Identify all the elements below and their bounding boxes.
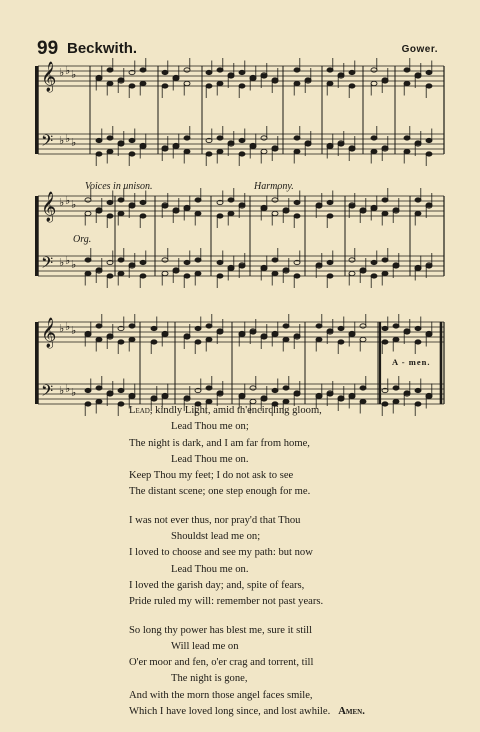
bass-clef: 𝄢: [41, 382, 54, 404]
note-head: [327, 274, 333, 278]
note-head: [107, 81, 113, 85]
note-head: [162, 84, 168, 88]
note-head: [338, 397, 344, 401]
direction-unison: Voices in unison.: [85, 181, 153, 192]
note-head: [305, 142, 311, 146]
note-head: [96, 399, 102, 403]
note-head: [415, 388, 421, 392]
note-head: [239, 394, 245, 398]
note-head: [96, 76, 102, 80]
note-head: [272, 147, 278, 151]
note-head: [371, 136, 377, 140]
amen-label: A - men.: [392, 357, 431, 367]
verse-line: O'er moor and fen, o'er crag and torrent, till: [129, 657, 314, 669]
note-head: [426, 152, 432, 156]
amen-word: Amen.: [338, 706, 365, 718]
note-head: [261, 335, 267, 339]
note-head: [129, 152, 135, 156]
note-head: [349, 332, 355, 336]
note-head: [162, 204, 168, 208]
note-head: [118, 198, 124, 202]
note-head: [393, 324, 399, 328]
note-head: [118, 142, 124, 146]
note-head: [426, 84, 432, 88]
note-head: [382, 79, 388, 83]
note-head: [294, 81, 300, 85]
note-head: [316, 204, 322, 208]
note-head: [327, 200, 333, 204]
note-head: [195, 271, 201, 275]
note-head: [250, 76, 256, 80]
note-head: [129, 204, 135, 208]
note-head: [338, 326, 344, 330]
note-head: [85, 198, 91, 202]
note-head: [239, 138, 245, 142]
hymn-number: 99: [37, 38, 59, 59]
note-head: [294, 149, 300, 153]
flat-sign: ♭: [71, 136, 77, 149]
note-head: [415, 266, 421, 270]
note-head: [162, 70, 168, 74]
note-head: [338, 340, 344, 344]
note-head: [426, 264, 432, 268]
note-head: [261, 206, 267, 210]
verse-line: Lead Thou me on.: [171, 563, 249, 575]
note-head: [426, 394, 432, 398]
note-head: [261, 149, 267, 153]
note-head: [261, 74, 267, 78]
note-head: [261, 397, 267, 401]
note-head: [228, 198, 234, 202]
note-head: [316, 394, 322, 398]
system-brace: [35, 322, 38, 404]
note-head: [195, 211, 201, 215]
note-head: [327, 214, 333, 218]
note-head: [294, 136, 300, 140]
verse-line: Lead Thou me on;: [171, 421, 249, 433]
note-head: [107, 274, 113, 278]
note-head: [85, 388, 91, 392]
composer-name: Gower.: [401, 44, 438, 55]
tune-name: Beckwith.: [67, 40, 138, 57]
note-head: [294, 392, 300, 396]
note-head: [239, 332, 245, 336]
note-head: [184, 260, 190, 264]
note-head: [382, 340, 388, 344]
note-head: [151, 326, 157, 330]
note-head: [195, 198, 201, 202]
note-head: [129, 138, 135, 142]
note-head: [217, 136, 223, 140]
verse-line: [129, 704, 449, 720]
flat-sign: ♭: [65, 382, 71, 395]
note-head: [85, 258, 91, 262]
note-head: [228, 211, 234, 215]
note-head: [239, 264, 245, 268]
note-head: [85, 211, 91, 215]
verse-line: Will lead me on: [171, 640, 239, 652]
treble-clef: 𝄞: [41, 62, 57, 92]
note-head: [129, 394, 135, 398]
hymn-text: [129, 403, 449, 732]
note-head: [96, 138, 102, 142]
note-head: [184, 335, 190, 339]
note-head: [140, 81, 146, 85]
note-head: [371, 274, 377, 278]
note-head: [349, 271, 355, 275]
note-head: [195, 258, 201, 262]
note-head: [162, 332, 168, 336]
note-head: [184, 206, 190, 210]
note-head: [360, 337, 366, 341]
flat-sign: ♭: [59, 322, 65, 335]
note-head: [415, 74, 421, 78]
note-head: [250, 330, 256, 334]
note-head: [426, 70, 432, 74]
note-head: [162, 394, 168, 398]
note-head: [118, 211, 124, 215]
flat-sign: ♭: [65, 64, 71, 77]
note-head: [382, 198, 388, 202]
treble-clef: 𝄞: [41, 318, 57, 348]
flat-sign: ♭: [71, 324, 77, 337]
note-head: [206, 70, 212, 74]
verse-line: The night is gone,: [171, 673, 248, 685]
note-head: [129, 84, 135, 88]
note-head: [371, 149, 377, 153]
verse-line: The night is dark, and I am far from home,: [129, 437, 310, 449]
note-head: [371, 68, 377, 72]
note-head: [283, 324, 289, 328]
note-head: [217, 260, 223, 264]
note-head: [206, 84, 212, 88]
verse-line: [129, 403, 449, 419]
note-head: [118, 340, 124, 344]
note-head: [140, 214, 146, 218]
note-head: [283, 337, 289, 341]
flat-sign: ♭: [71, 258, 77, 271]
note-head: [294, 274, 300, 278]
note-head: [250, 386, 256, 390]
note-head: [118, 402, 124, 406]
verse-line: I loved the garish day; and, spite of fears,: [129, 579, 305, 591]
note-head: [349, 394, 355, 398]
verse-line: The distant scene; one step enough for me.: [129, 486, 311, 498]
note-head: [327, 68, 333, 72]
note-head: [360, 269, 366, 273]
note-head: [129, 324, 135, 328]
note-head: [96, 337, 102, 341]
note-head: [129, 337, 135, 341]
note-head: [294, 68, 300, 72]
note-head: [85, 402, 91, 406]
note-head: [206, 152, 212, 156]
note-head: [294, 200, 300, 204]
flat-sign: ♭: [65, 320, 71, 333]
flat-sign: ♭: [59, 384, 65, 397]
note-head: [393, 264, 399, 268]
verse-line: Lead Thou me on.: [171, 453, 249, 465]
note-head: [250, 144, 256, 148]
verse-line: And with the morn those angel faces smile,: [129, 689, 313, 701]
note-head: [272, 79, 278, 83]
note-head: [272, 258, 278, 262]
note-head: [415, 211, 421, 215]
note-head: [162, 147, 168, 151]
verse-line: So long thy power has blest me, sure it still: [129, 624, 313, 636]
note-head: [393, 337, 399, 341]
note-head: [173, 269, 179, 273]
verse-line: I was not ever thus, nor pray'd that Thou: [129, 514, 301, 526]
note-head: [382, 326, 388, 330]
note-head: [404, 330, 410, 334]
flat-sign: ♭: [65, 194, 71, 207]
note-head: [360, 386, 366, 390]
note-head: [371, 81, 377, 85]
flat-sign: ♭: [65, 254, 71, 267]
note-head: [140, 260, 146, 264]
note-head: [404, 81, 410, 85]
flat-sign: ♭: [59, 256, 65, 269]
note-head: [96, 152, 102, 156]
note-head: [184, 68, 190, 72]
note-head: [217, 214, 223, 218]
note-head: [239, 84, 245, 88]
note-head: [272, 271, 278, 275]
note-head: [349, 70, 355, 74]
note-head: [349, 84, 355, 88]
note-head: [107, 392, 113, 396]
note-head: [404, 136, 410, 140]
note-head: [349, 258, 355, 262]
flat-sign: ♭: [59, 134, 65, 147]
note-head: [349, 204, 355, 208]
note-head: [217, 274, 223, 278]
note-head: [382, 271, 388, 275]
note-head: [85, 332, 91, 336]
note-head: [162, 271, 168, 275]
note-head: [140, 274, 146, 278]
verse-line: Keep Thou my feet; I do not ask to see: [129, 470, 294, 482]
note-head: [96, 324, 102, 328]
note-head: [371, 206, 377, 210]
note-head: [107, 149, 113, 153]
note-head: [338, 142, 344, 146]
note-head: [206, 386, 212, 390]
note-head: [228, 74, 234, 78]
note-head: [107, 136, 113, 140]
direction-harmony: Harmony.: [254, 181, 294, 192]
flat-sign: ♭: [65, 132, 71, 145]
note-head: [118, 271, 124, 275]
note-head: [404, 149, 410, 153]
direction-organ: Org.: [73, 234, 92, 245]
note-head: [382, 258, 388, 262]
note-head: [404, 68, 410, 72]
note-head: [195, 340, 201, 344]
treble-clef: 𝄞: [41, 192, 57, 222]
note-head: [184, 274, 190, 278]
note-head: [96, 386, 102, 390]
note-head: [173, 209, 179, 213]
note-head: [206, 337, 212, 341]
note-head: [184, 149, 190, 153]
note-head: [349, 147, 355, 151]
note-head: [283, 209, 289, 213]
bass-clef: 𝄢: [41, 132, 54, 154]
note-head: [261, 136, 267, 140]
verse-line-rest: , kindly Light, amid th'encircling gloom,: [149, 405, 322, 416]
note-head: [426, 332, 432, 336]
note-head: [118, 388, 124, 392]
note-head: [173, 76, 179, 80]
note-head: [294, 214, 300, 218]
stanza-3: [129, 623, 449, 721]
note-head: [327, 144, 333, 148]
note-head: [107, 68, 113, 72]
note-head: [151, 340, 157, 344]
note-head: [360, 209, 366, 213]
verse-line: I loved to choose and see my path: but now: [129, 547, 313, 559]
note-head: [316, 324, 322, 328]
note-head: [415, 326, 421, 330]
verse-line: Pride ruled my will: remember not past years.: [129, 596, 324, 608]
note-head: [371, 260, 377, 264]
flat-sign: ♭: [59, 196, 65, 209]
note-head: [173, 144, 179, 148]
note-head: [140, 144, 146, 148]
note-head: [316, 337, 322, 341]
note-head: [415, 340, 421, 344]
verse-line-text: Which I have loved long since, and lost awhile.: [129, 706, 331, 718]
note-head: [272, 211, 278, 215]
note-head: [96, 209, 102, 213]
note-head: [239, 70, 245, 74]
note-head: [217, 149, 223, 153]
note-head: [272, 332, 278, 336]
note-head: [184, 81, 190, 85]
note-head: [327, 260, 333, 264]
system-brace: [35, 66, 38, 154]
note-head: [217, 330, 223, 334]
verse-initial-word: Lead: [129, 405, 150, 416]
bass-clef: 𝄢: [41, 254, 54, 276]
flat-sign: ♭: [71, 386, 77, 399]
flat-sign: ♭: [71, 68, 77, 81]
note-head: [327, 392, 333, 396]
stanza-1: [129, 403, 449, 501]
stanza-2: [129, 513, 449, 611]
note-head: [217, 81, 223, 85]
note-head: [272, 198, 278, 202]
note-head: [140, 200, 146, 204]
note-head: [206, 324, 212, 328]
note-head: [118, 258, 124, 262]
note-head: [195, 326, 201, 330]
note-head: [107, 200, 113, 204]
note-head: [327, 81, 333, 85]
note-head: [360, 324, 366, 328]
note-head: [272, 388, 278, 392]
note-head: [261, 266, 267, 270]
note-head: [162, 258, 168, 262]
note-head: [393, 386, 399, 390]
note-head: [151, 397, 157, 401]
note-head: [107, 214, 113, 218]
note-head: [283, 386, 289, 390]
verse-line: Shouldst lead me on;: [171, 531, 261, 543]
note-head: [382, 211, 388, 215]
note-head: [140, 68, 146, 72]
note-head: [184, 136, 190, 140]
flat-sign: ♭: [59, 66, 65, 79]
system-brace: [35, 196, 38, 276]
note-head: [415, 198, 421, 202]
note-head: [217, 68, 223, 72]
note-head: [85, 271, 91, 275]
flat-sign: ♭: [71, 198, 77, 211]
note-head: [239, 152, 245, 156]
note-head: [228, 266, 234, 270]
note-head: [426, 138, 432, 142]
